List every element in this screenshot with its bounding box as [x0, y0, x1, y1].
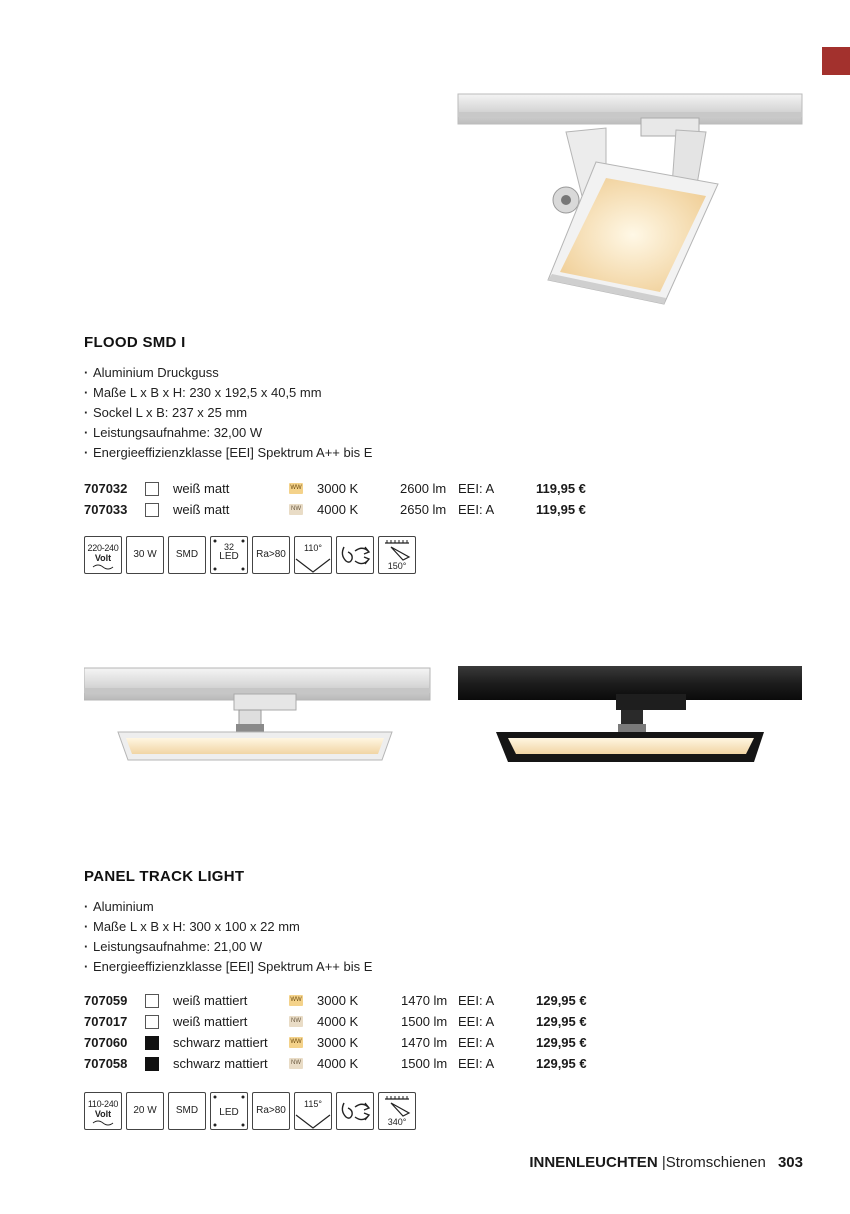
variant-row — [84, 499, 604, 520]
energy-class: EEI: A — [458, 502, 495, 517]
variant-table — [84, 478, 604, 520]
price: 129,95 € — [536, 1035, 587, 1050]
article-number: 707060 — [84, 1035, 128, 1050]
color-name: weiß matt — [173, 481, 230, 496]
color-swatch — [145, 1015, 159, 1029]
rotation-icon: 150° — [378, 536, 416, 574]
feature-item: · Maße L x B x H: 300 x 100 x 22 mm — [84, 917, 372, 937]
color-temperature: 3000 K — [317, 993, 359, 1008]
smd-icon: SMD — [168, 1092, 206, 1130]
color-swatch — [145, 1036, 159, 1050]
color-temperature: 4000 K — [317, 502, 359, 517]
variant-table — [84, 990, 604, 1074]
ra-icon: Ra>80 — [252, 1092, 290, 1130]
price: 129,95 € — [536, 993, 587, 1008]
swivel-icon — [336, 1092, 374, 1130]
light-color-tag: WW — [289, 1037, 303, 1048]
feature-item: · Leistungsaufnahme: 21,00 W — [84, 937, 372, 957]
variant-row — [84, 1032, 604, 1053]
variant-row — [84, 1011, 604, 1032]
smd-icon: SMD — [168, 536, 206, 574]
light-color-tag: WW — [289, 483, 303, 494]
color-name: weiß mattiert — [173, 993, 248, 1008]
light-color-tag: NW — [289, 1016, 303, 1027]
footer-subcategory: Stromschienen — [665, 1154, 766, 1171]
article-number: 707032 — [84, 481, 128, 496]
led-count-icon: 32 LED — [210, 536, 248, 574]
luminous-flux: 1500 lm — [401, 1014, 448, 1029]
color-temperature: 4000 K — [317, 1056, 359, 1071]
color-swatch — [145, 994, 159, 1008]
page-number: 303 — [777, 1154, 803, 1171]
ra-icon: Ra>80 — [252, 536, 290, 574]
luminous-flux: 2600 lm — [400, 481, 447, 496]
voltage-icon: 110-240 Volt — [84, 1092, 122, 1130]
energy-class: EEI: A — [458, 481, 495, 496]
color-name: weiß mattiert — [173, 1014, 248, 1029]
energy-class: EEI: A — [458, 1014, 495, 1029]
beam-angle-icon: 110° — [294, 536, 332, 574]
rotation-icon: 340° — [378, 1092, 416, 1130]
price: 129,95 € — [536, 1014, 587, 1029]
panel-track-black-image — [456, 664, 804, 764]
page-footer — [0, 1154, 803, 1171]
color-name: schwarz mattiert — [173, 1035, 268, 1050]
color-name: weiß matt — [173, 502, 230, 517]
voltage-icon: 220-240 Volt — [84, 536, 122, 574]
feature-item: · Leistungsaufnahme: 32,00 W — [84, 423, 372, 443]
variant-row — [84, 1053, 604, 1074]
luminous-flux: 2650 lm — [400, 502, 447, 517]
color-name: schwarz mattiert — [173, 1056, 268, 1071]
flood-smd-product-image — [456, 92, 804, 306]
variant-row — [84, 478, 604, 499]
luminous-flux: 1470 lm — [401, 993, 448, 1008]
article-number: 707059 — [84, 993, 128, 1008]
spec-icon-row — [84, 1092, 424, 1130]
color-swatch — [145, 1057, 159, 1071]
feature-item: · Sockel L x B: 237 x 25 mm — [84, 403, 372, 423]
luminous-flux: 1500 lm — [401, 1056, 448, 1071]
product-title: PANEL TRACK LIGHT — [84, 868, 245, 885]
luminous-flux: 1470 lm — [401, 1035, 448, 1050]
energy-class: EEI: A — [458, 1035, 495, 1050]
article-number: 707033 — [84, 502, 128, 517]
led-icon: LED — [210, 1092, 248, 1130]
footer-separator: | — [661, 1154, 666, 1171]
energy-class: EEI: A — [458, 993, 495, 1008]
feature-list — [84, 897, 372, 977]
color-temperature: 3000 K — [317, 481, 359, 496]
article-number: 707058 — [84, 1056, 128, 1071]
light-color-tag: NW — [289, 504, 303, 515]
wattage-icon: 30 W — [126, 536, 164, 574]
feature-item: · Aluminium — [84, 897, 372, 917]
price: 119,95 € — [536, 502, 586, 517]
energy-class: EEI: A — [458, 1056, 495, 1071]
product-title: FLOOD SMD I — [84, 334, 186, 351]
feature-item: · Energieeffizienzklasse [EEI] Spektrum A++ bis E — [84, 443, 372, 463]
light-color-tag: NW — [289, 1058, 303, 1069]
color-swatch — [145, 503, 159, 517]
footer-category: INNENLEUCHTEN — [529, 1154, 658, 1171]
feature-list — [84, 363, 372, 463]
spec-icon-row — [84, 536, 424, 574]
chapter-marker — [822, 47, 850, 75]
feature-item: · Aluminium Druckguss — [84, 363, 372, 383]
feature-item: · Energieeffizienzklasse [EEI] Spektrum A++ bis E — [84, 957, 372, 977]
panel-track-white-image — [84, 666, 432, 766]
feature-item: · Maße L x B x H: 230 x 192,5 x 40,5 mm — [84, 383, 372, 403]
color-swatch — [145, 482, 159, 496]
wattage-icon: 20 W — [126, 1092, 164, 1130]
variant-row — [84, 990, 604, 1011]
swivel-icon — [336, 536, 374, 574]
article-number: 707017 — [84, 1014, 128, 1029]
price: 129,95 € — [536, 1056, 587, 1071]
light-color-tag: WW — [289, 995, 303, 1006]
price: 119,95 € — [536, 481, 586, 496]
color-temperature: 4000 K — [317, 1014, 359, 1029]
beam-angle-icon: 115° — [294, 1092, 332, 1130]
color-temperature: 3000 K — [317, 1035, 359, 1050]
